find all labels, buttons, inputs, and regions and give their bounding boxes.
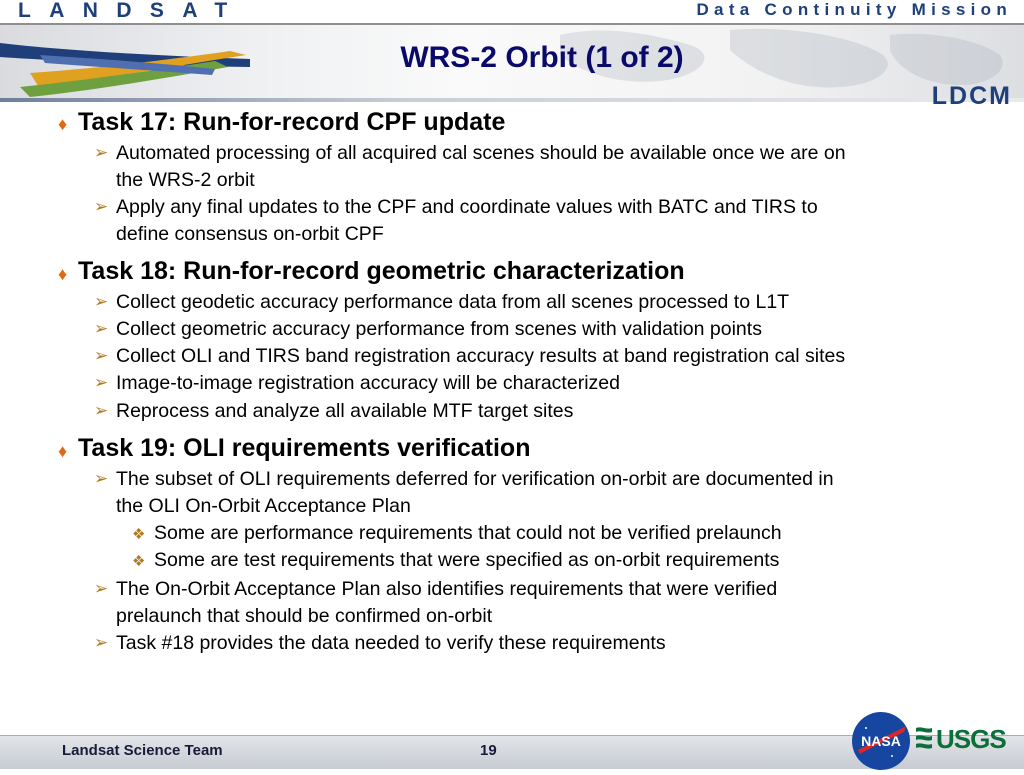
- arrow-bullet-icon: ➢: [94, 346, 109, 365]
- task-item-line: the WRS-2 orbit: [116, 169, 255, 191]
- task-item-line: Collect geodetic accuracy performance data from all scenes processed to L1T: [116, 291, 790, 313]
- header-bottom-line: [0, 98, 1024, 102]
- diamond-bullet-icon: ♦: [58, 114, 68, 134]
- task-item-line: define consensus on-orbit CPF: [116, 223, 384, 245]
- diamond-bullet-icon: ♦: [58, 441, 68, 461]
- nasa-logo-graphic: [852, 712, 910, 770]
- task-subitem-line: Some are performance requirements that could not be verified prelaunch: [154, 522, 782, 544]
- task-heading: Task 18: Run-for-record geometric characterization: [78, 257, 685, 285]
- ldcm-logo: LDCM: [931, 82, 1012, 104]
- page-number: 19: [480, 742, 497, 759]
- footer-team-name: Landsat Science Team: [62, 742, 223, 759]
- arrow-bullet-icon: ➢: [94, 579, 109, 598]
- slide-title: WRS-2 Orbit (1 of 2): [400, 41, 684, 74]
- usgs-logo-graphic: [914, 722, 1014, 754]
- mission-name: Data Continuity Mission: [696, 0, 1012, 19]
- task-item-line: prelaunch that should be confirmed on-orbit: [116, 605, 493, 627]
- task-item-line: the OLI On-Orbit Acceptance Plan: [116, 495, 411, 517]
- arrow-bullet-icon: ➢: [94, 401, 109, 420]
- nasa-logo-icon: [852, 712, 910, 770]
- arrow-bullet-icon: ➢: [94, 292, 109, 311]
- task-heading: Task 17: Run-for-record CPF update: [78, 108, 506, 136]
- usgs-logo: [914, 722, 1014, 761]
- task-item-line: Automated processing of all acquired cal scenes should be available once we are on: [116, 142, 846, 164]
- task-subitem-line: Some are test requirements that were specified as on-orbit requirements: [154, 549, 780, 571]
- usgs-logo-text: USGS: [936, 724, 1006, 754]
- diamond-bullet-icon: ♦: [58, 264, 68, 284]
- task-heading: Task 19: OLI requirements verification: [78, 434, 531, 462]
- arrow-bullet-icon: ➢: [94, 469, 109, 488]
- nasa-logo-text: NASA: [861, 733, 901, 749]
- task-item-line: Reprocess and analyze all available MTF target sites: [116, 400, 574, 422]
- task-item-line: The subset of OLI requirements deferred for verification on-orbit are documented in: [116, 468, 834, 490]
- task-item-line: Image-to-image registration accuracy will be characterized: [116, 372, 620, 394]
- task-item-line: Collect OLI and TIRS band registration accuracy results at band registration cal sites: [116, 345, 846, 367]
- landsat-wordmark: LANDSAT: [18, 0, 246, 22]
- arrow-bullet-icon: ➢: [94, 319, 109, 338]
- diamond-cluster-bullet-icon: ❖: [132, 526, 146, 543]
- task-item-line: The On-Orbit Acceptance Plan also identifies requirements that were verified: [116, 578, 778, 600]
- arrow-bullet-icon: ➢: [94, 633, 109, 652]
- arrow-bullet-icon: ➢: [94, 197, 109, 216]
- task-item-line: Apply any final updates to the CPF and coordinate values with BATC and TIRS to: [116, 196, 818, 218]
- arrow-bullet-icon: ➢: [94, 143, 109, 162]
- task-item-line: Collect geometric accuracy performance from scenes with validation points: [116, 318, 762, 340]
- task-item-line: Task #18 provides the data needed to verify these requirements: [116, 632, 666, 654]
- slide-header: [0, 0, 1024, 104]
- diamond-cluster-bullet-icon: ❖: [132, 553, 146, 570]
- arrow-bullet-icon: ➢: [94, 373, 109, 392]
